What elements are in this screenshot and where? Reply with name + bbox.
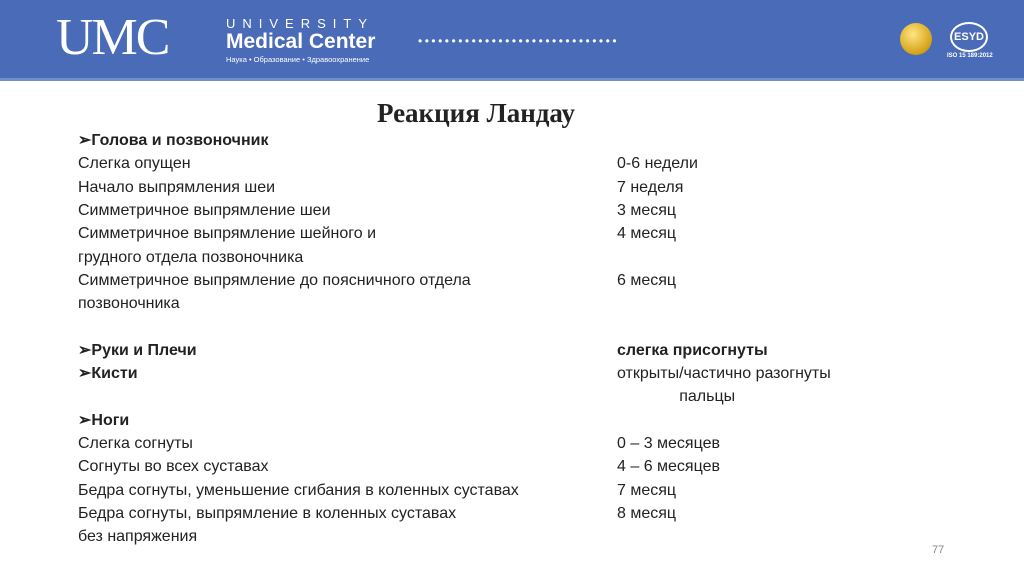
logo-tagline: Наука • Образование • Здравоохранение [226, 55, 370, 64]
row-value: слегка присогнуты [617, 341, 768, 359]
row-value: 3 месяц [617, 201, 677, 219]
row-label: грудного отдела позвоночника [78, 248, 304, 266]
umc-logo: UMC [56, 9, 169, 66]
row-label: Симметричное выпрямление шейного и [78, 225, 377, 243]
row-label: позвоночника [78, 295, 180, 313]
row-value: 7 месяц [617, 481, 677, 499]
dot-divider: •••••••••••••••••••••••••••••• [418, 34, 620, 48]
row-label: Симметричное выпрямление до поясничного отдела [78, 271, 471, 289]
row-value: 0 – 3 месяцев [617, 434, 720, 452]
row-label: Согнуты во всех суставах [78, 458, 269, 476]
row-value: 7 неделя [617, 178, 684, 196]
row-label: Симметричное выпрямление шеи [78, 201, 331, 219]
row-label: ➢Кисти [78, 365, 138, 382]
row-value: 8 месяц [617, 504, 677, 522]
row-value: пальцы [617, 388, 736, 406]
row-value: 4 месяц [617, 225, 677, 243]
row-value: 4 – 6 месяцев [617, 458, 720, 476]
row-value: 0-6 недели [617, 155, 698, 173]
row-label: ➢Руки и Плечи [78, 341, 197, 359]
header-banner [0, 0, 1024, 81]
row-value: открыты/частично разогнуты [617, 365, 831, 382]
page-number: 77 [932, 544, 945, 556]
logo-university: UNIVERSITY [226, 16, 375, 31]
row-label: Бедра согнуты, выпрямление в коленных суставах [78, 504, 457, 522]
row-label: Бедра согнуты, уменьшение сгибания в коленных суставах [78, 481, 519, 499]
row-label: ➢Голова и позвоночник [78, 132, 269, 149]
row-label: Слегка согнуты [78, 434, 193, 452]
slide-title: Реакция Ландау [376, 98, 576, 128]
row-label: Слегка опущен [78, 155, 191, 173]
row-value: 6 месяц [617, 271, 677, 289]
esyd-logo: ESYD [950, 22, 988, 52]
row-label: ➢Ноги [78, 411, 130, 429]
gold-seal-icon [900, 23, 932, 55]
logo-medical-center: Medical Center [226, 30, 376, 53]
row-label: Начало выпрямления шеи [78, 178, 276, 196]
iso-label: ISO 15 189:2012 [947, 53, 993, 59]
row-label: без напряжения [78, 528, 198, 546]
